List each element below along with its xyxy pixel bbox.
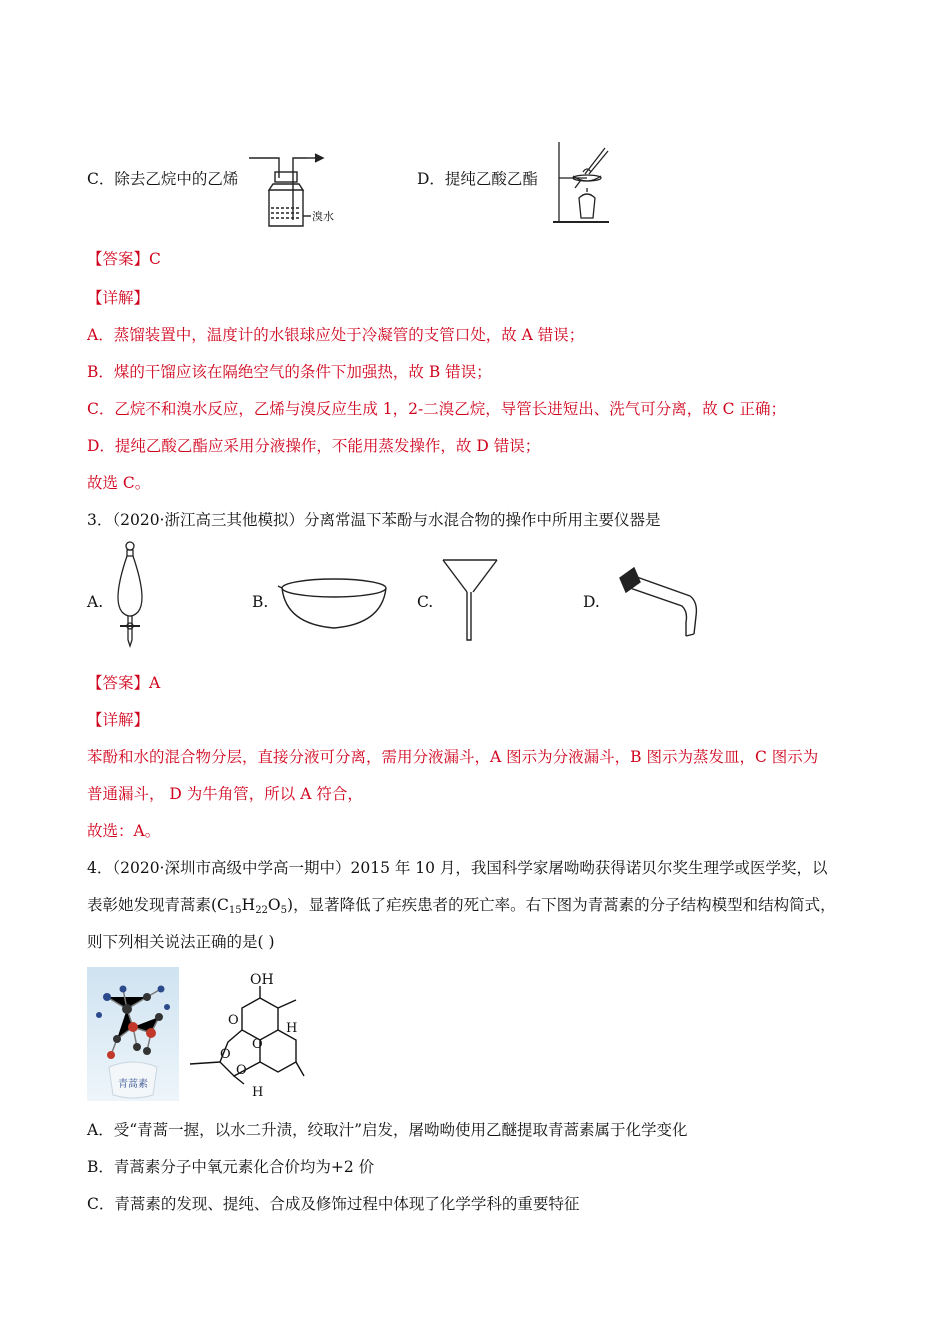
q3-detail-line-a: 苯酚和水的混合物分层，直接分液可分离，需用分液漏斗，A 图示为分液漏斗，B 图示为蒸发皿，C 图示为 (87, 748, 819, 766)
q3-option-c: C. (417, 593, 434, 611)
q2-detail-line-d: D．提纯乙酸乙酯应采用分液操作，不能用蒸发操作，故 D 错误； (87, 437, 541, 455)
q2-detail-line-c: C．乙烷不和溴水反应，乙烯与溴反应生成 1，2-二溴乙烷，导管长进短出、洗气可分离，故 C 正确； (87, 400, 786, 418)
q4-option-c: C．青蒿素的发现、提纯、合成及修饰过程中体现了化学学科的重要特征 (87, 1195, 580, 1213)
funnel-figure (441, 556, 501, 644)
q3-detail-tag: 【详解】 (87, 711, 150, 729)
q3-detail-line-b: 普通漏斗， D 为牛角管，所以 A 符合， (87, 785, 363, 803)
q2-option-d: D．提纯乙酸乙酯 (417, 170, 538, 188)
q4-option-b: B．青蒿素分子中氧元素化合价均为+2 价 (87, 1158, 375, 1176)
q4-stem-line-a: 4．（2020·深圳市高级中学高一期中）2015 年 10 月，我国科学家屠呦呦获得诺贝尔奖生理学或医学奖，以 (87, 859, 828, 877)
molecular-model-image (87, 967, 179, 1101)
formula-o-label-d: O (236, 1063, 247, 1078)
separatory-funnel-figure (108, 540, 152, 650)
evaporation-apparatus-figure (545, 138, 615, 228)
q4-stem-line-b: 表彰她发现青蒿素$(C_{15}H_{22}O_5)$，显著降低了疟疾患者的死亡率。右下图为青蒿素的分子结构模型和结构简式， (87, 896, 836, 916)
formula-h-label-b: H (252, 1085, 264, 1100)
formula-h-label-a: H (286, 1021, 298, 1036)
q3-stem: 3．（2020·浙江高三其他模拟）分离常温下苯酚与水混合物的操作中所用主要仪器是 (87, 511, 661, 529)
evaporating-dish-figure (276, 574, 392, 634)
q3-option-d: D. (583, 593, 600, 611)
formula-o-label-a: O (228, 1013, 239, 1028)
q2-detail-line-a: A．蒸馏装置中，温度计的水银球应处于冷凝管的支管口处，故 A 错误； (87, 326, 585, 344)
formula-oh-label: OH (250, 972, 274, 988)
q3-option-b: B. (252, 593, 269, 611)
q3-option-a: A. (87, 593, 104, 611)
adapter-tube-figure (612, 562, 704, 644)
q2-detail-conclusion: 故选 C。 (87, 474, 151, 492)
q4-stem-line-c: 则下列相关说法正确的是( ) (87, 933, 275, 951)
q2-answer: 【答案】C (87, 250, 161, 268)
bromine-water-label: 溴水 (312, 210, 334, 223)
q2-detail-line-b: B．煤的干馏应该在隔绝空气的条件下加强热，故 B 错误； (87, 363, 492, 381)
q3-detail-conclusion: 故选：A。 (87, 822, 161, 840)
q4-option-a: A．受“青蒿一握，以水二升渍，绞取汁”启发，屠呦呦使用乙醚提取青蒿素属于化学变化 (87, 1121, 688, 1139)
gas-washing-bottle-figure (245, 150, 345, 232)
model-base-label: 青蒿素 (118, 1079, 148, 1090)
formula-o-label-c: O (220, 1047, 231, 1062)
q2-option-c: C．除去乙烷中的乙烯 (87, 170, 239, 188)
artemisinin-structure-figure (180, 968, 325, 1100)
q2-detail-tag: 【详解】 (87, 289, 150, 307)
formula-o-label-b: O (252, 1037, 263, 1052)
q3-answer: 【答案】A (87, 674, 161, 692)
